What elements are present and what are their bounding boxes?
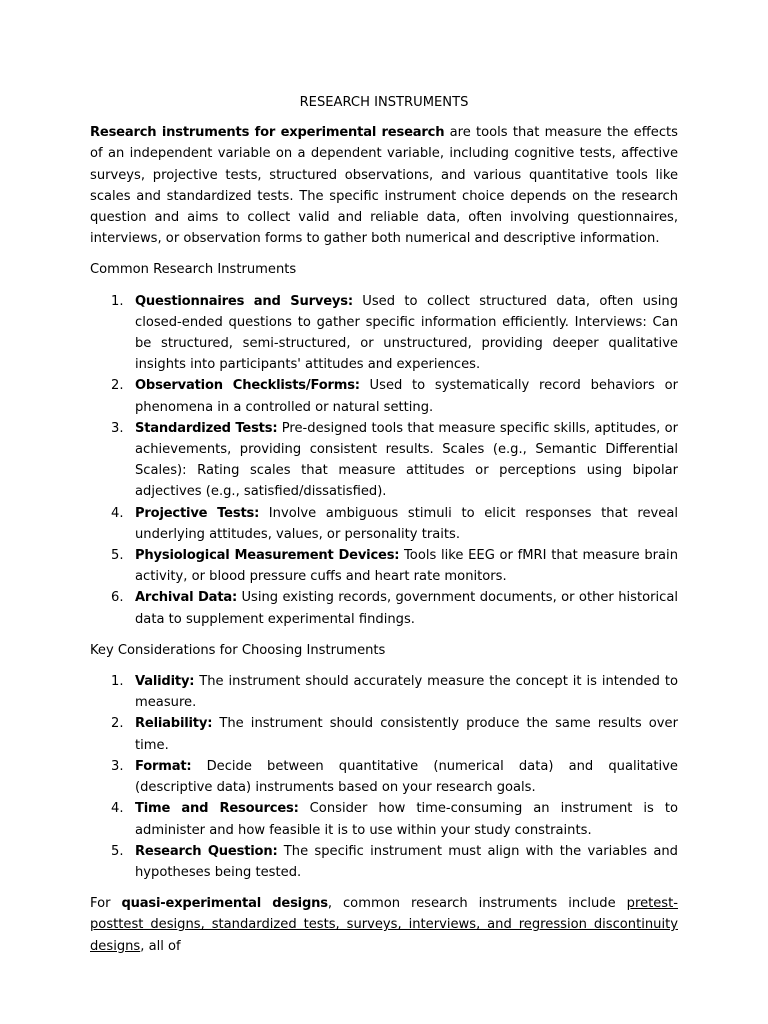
list-text: Involve ambiguous stimuli to elicit responses that reveal underlying attitudes, values, or personality traits. [135,505,678,542]
intro-paragraph [90,122,678,249]
list-item [111,545,678,587]
list-item [111,671,678,713]
list-text: Decide between quantitative (numerical data) and qualitative (descriptive data) instruments based on your research goals. [135,758,678,796]
page-title: RESEARCH INSTRUMENTS [299,95,469,110]
list-item [111,375,678,417]
intro-text: are tools that measure the effects of an independent variable on a dependent variable, including cognitive tests, affective surveys, projective tests, structured observations, and various quantitative tools like scales and standardized tests. The specific instrument choice depends on the research question and aims to collect valid and reliable data, often involving questionnaires, interviews, or observation forms to gather both numerical and descriptive information. [90,125,678,247]
closing-middle: , common research instruments include [327,896,627,912]
closing-underlined-text: pretest-posttest designs, standardized tests, surveys, interviews, and regression discontinuity designs [90,896,678,954]
list-number: 2. [111,716,124,732]
list-number: 1. [111,293,124,309]
intro-bold-term: Research instruments for experimental research [90,125,445,141]
list-term: Questionnaires and Surveys: [135,293,353,309]
key-considerations-list [90,671,678,883]
list-term: Reliability: [135,716,213,732]
list-number: 4. [111,505,124,521]
list-text: Pre-designed tools that measure specific skills, aptitudes, or achievements, providing consistent results. Scales (e.g., Semantic Differential Scales): Rating scales that measure attitudes or perceptions using bipolar adjectives (e.g., satisfied/dissatisfied). [135,420,678,500]
list-term: Projective Tests: [135,505,260,521]
key-considerations-heading: Key Considerations for Choosing Instruments [90,642,386,658]
list-term: Observation Checklists/Forms: [135,378,360,394]
list-text: Used to systematically record behaviors or phenomena in a controlled or natural setting. [135,378,678,415]
list-term: Physiological Measurement Devices: [135,548,400,564]
list-text: The instrument should consistently produce the same results over time. [135,716,678,753]
list-item [111,418,678,503]
list-item [111,503,678,545]
list-item [111,587,678,629]
list-text: The specific instrument must align with the variables and hypotheses being tested. [135,843,678,880]
list-number: 6. [111,590,124,606]
list-item [111,291,679,376]
list-number: 1. [111,674,124,690]
list-term: Standardized Tests: [135,420,278,436]
list-number: 5. [111,548,124,564]
list-term: Validity: [135,674,195,690]
closing-prefix: For [90,896,122,912]
list-term: Format: [135,758,192,774]
list-text: The instrument should accurately measure the concept it is intended to measure. [135,674,678,711]
list-term: Research Question: [135,843,278,859]
list-term: Archival Data: [135,590,238,606]
list-text: Used to collect structured data, often using closed-ended questions to gather specific information efficiently. Interviews: Can be structured, semi-structured, or unstructured, providing deeper qualitative insights into participants' attitudes and experiences. [135,293,679,373]
list-text: Consider how time-consuming an instrument is to administer and how feasible it is to use within your study constraints. [135,801,679,838]
closing-suffix: , all of [140,938,181,954]
list-text: Using existing records, government documents, or other historical data to supplement experimental findings. [135,590,678,627]
list-number: 3. [111,420,124,436]
closing-bold-term: quasi-experimental designs [121,896,328,912]
list-number: 5. [111,843,124,859]
list-term: Time and Resources: [135,801,299,817]
common-instruments-heading: Common Research Instruments [90,262,297,278]
closing-paragraph [90,893,678,957]
list-number: 3. [111,758,124,774]
list-item [111,841,678,883]
list-number: 2. [111,378,124,394]
list-item [111,798,679,840]
list-item [111,713,678,755]
list-item [111,756,678,798]
common-instruments-list [90,291,678,630]
list-number: 4. [111,801,124,817]
list-text: Tools like EEG or fMRI that measure brain activity, or blood pressure cuffs and heart rate monitors. [135,548,678,585]
